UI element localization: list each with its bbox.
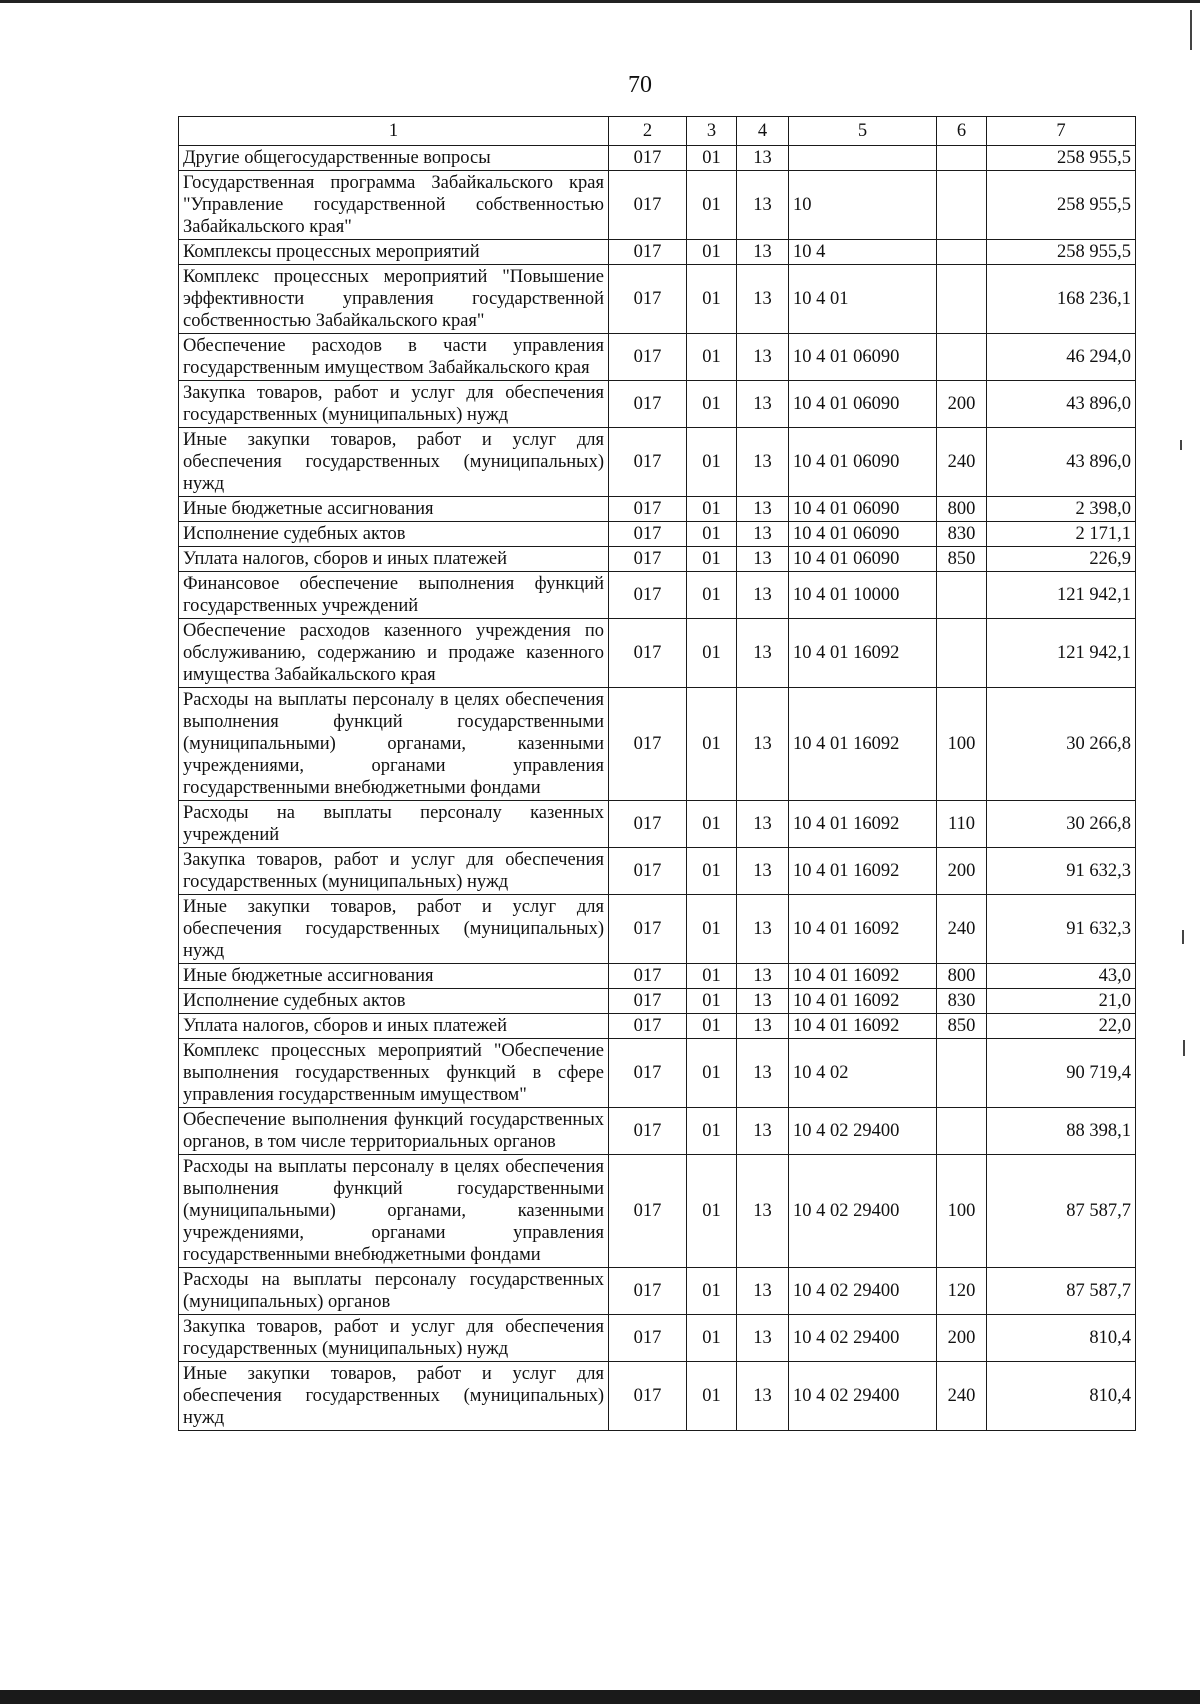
table-row [179,801,1136,848]
table-row [179,1362,1136,1431]
column-header: 2 [609,117,687,146]
cell-subsection: 13 [737,522,789,547]
cell-name: Исполнение судебных актов [179,522,609,547]
cell-section: 01 [687,265,737,334]
cell-ministry-code: 017 [609,619,687,688]
cell-amount: 226,9 [987,547,1136,572]
cell-target-article: 10 4 01 16092 [789,688,937,801]
cell-subsection: 13 [737,171,789,240]
cell-name: Комплексы процессных мероприятий [179,240,609,265]
cell-subsection: 13 [737,1362,789,1431]
cell-amount: 43 896,0 [987,428,1136,497]
cell-expense-type [937,1039,987,1108]
scan-bottom-edge [0,1690,1200,1704]
cell-name: Уплата налогов, сборов и иных платежей [179,1014,609,1039]
cell-target-article: 10 4 01 16092 [789,1014,937,1039]
column-header: 7 [987,117,1136,146]
cell-ministry-code: 017 [609,1039,687,1108]
cell-section: 01 [687,381,737,428]
cell-ministry-code: 017 [609,572,687,619]
cell-expense-type: 240 [937,895,987,964]
cell-ministry-code: 017 [609,801,687,848]
cell-amount: 121 942,1 [987,572,1136,619]
cell-amount: 87 587,7 [987,1268,1136,1315]
cell-expense-type: 240 [937,428,987,497]
cell-target-article: 10 4 02 29400 [789,1362,937,1431]
cell-target-article: 10 4 01 16092 [789,964,937,989]
cell-expense-type: 100 [937,1155,987,1268]
cell-ministry-code: 017 [609,381,687,428]
cell-amount: 810,4 [987,1315,1136,1362]
cell-expense-type [937,334,987,381]
cell-target-article: 10 4 02 29400 [789,1108,937,1155]
cell-amount: 21,0 [987,989,1136,1014]
cell-target-article: 10 4 02 29400 [789,1268,937,1315]
cell-expense-type: 240 [937,1362,987,1431]
cell-expense-type: 830 [937,989,987,1014]
cell-subsection: 13 [737,146,789,171]
table-row [179,1155,1136,1268]
cell-subsection: 13 [737,572,789,619]
cell-subsection: 13 [737,547,789,572]
cell-name: Иные бюджетные ассигнования [179,964,609,989]
cell-ministry-code: 017 [609,171,687,240]
table-row [179,547,1136,572]
top-border-line [0,0,1200,3]
cell-subsection: 13 [737,1039,789,1108]
cell-amount: 87 587,7 [987,1155,1136,1268]
column-header: 4 [737,117,789,146]
cell-name: Комплекс процессных мероприятий "Обеспечение выполнения государственных функций в сфере управления государственным имуществом" [179,1039,609,1108]
cell-subsection: 13 [737,989,789,1014]
cell-section: 01 [687,428,737,497]
cell-expense-type [937,146,987,171]
page-number: 70 [628,72,652,98]
cell-ministry-code: 017 [609,989,687,1014]
cell-name: Иные закупки товаров, работ и услуг для обеспечения государственных (муниципальных) нужд [179,895,609,964]
scan-edge-mark [1183,1040,1185,1056]
cell-ministry-code: 017 [609,547,687,572]
cell-name: Государственная программа Забайкальского края "Управление государственной собственностью Забайкальского края" [179,171,609,240]
cell-section: 01 [687,240,737,265]
cell-amount: 43,0 [987,964,1136,989]
cell-ministry-code: 017 [609,895,687,964]
cell-ministry-code: 017 [609,1155,687,1268]
cell-amount: 258 955,5 [987,240,1136,265]
cell-section: 01 [687,1108,737,1155]
cell-name: Уплата налогов, сборов и иных платежей [179,547,609,572]
cell-section: 01 [687,146,737,171]
cell-name: Комплекс процессных мероприятий "Повышение эффективности управления государственной собственностью Забайкальского края" [179,265,609,334]
cell-ministry-code: 017 [609,522,687,547]
cell-subsection: 13 [737,1268,789,1315]
table-row [179,895,1136,964]
table-row [179,688,1136,801]
cell-name: Закупка товаров, работ и услуг для обеспечения государственных (муниципальных) нужд [179,381,609,428]
cell-target-article: 10 4 01 10000 [789,572,937,619]
cell-ministry-code: 017 [609,428,687,497]
cell-name: Другие общегосударственные вопросы [179,146,609,171]
cell-target-article: 10 4 02 [789,1039,937,1108]
cell-amount: 88 398,1 [987,1108,1136,1155]
table-row [179,522,1136,547]
cell-target-article [789,146,937,171]
cell-target-article: 10 4 01 06090 [789,334,937,381]
cell-amount: 91 632,3 [987,895,1136,964]
cell-section: 01 [687,1014,737,1039]
cell-section: 01 [687,895,737,964]
cell-target-article: 10 4 01 16092 [789,989,937,1014]
cell-section: 01 [687,572,737,619]
table-row [179,428,1136,497]
column-header: 3 [687,117,737,146]
cell-subsection: 13 [737,1155,789,1268]
cell-expense-type: 830 [937,522,987,547]
cell-section: 01 [687,619,737,688]
cell-amount: 30 266,8 [987,801,1136,848]
cell-section: 01 [687,1362,737,1431]
cell-target-article: 10 4 01 06090 [789,522,937,547]
cell-expense-type: 800 [937,964,987,989]
cell-section: 01 [687,688,737,801]
cell-amount: 2 171,1 [987,522,1136,547]
cell-section: 01 [687,522,737,547]
cell-amount: 168 236,1 [987,265,1136,334]
cell-subsection: 13 [737,428,789,497]
cell-subsection: 13 [737,1108,789,1155]
cell-section: 01 [687,801,737,848]
table-row [179,1268,1136,1315]
cell-expense-type: 200 [937,381,987,428]
cell-amount: 43 896,0 [987,381,1136,428]
table-row [179,240,1136,265]
cell-target-article: 10 4 01 16092 [789,619,937,688]
cell-amount: 91 632,3 [987,848,1136,895]
cell-section: 01 [687,848,737,895]
cell-name: Финансовое обеспечение выполнения функций государственных учреждений [179,572,609,619]
cell-subsection: 13 [737,964,789,989]
table-body [179,146,1136,1431]
cell-section: 01 [687,171,737,240]
cell-ministry-code: 017 [609,146,687,171]
cell-target-article: 10 4 01 06090 [789,547,937,572]
header-row [179,117,1136,146]
cell-expense-type: 200 [937,848,987,895]
cell-subsection: 13 [737,895,789,964]
cell-name: Закупка товаров, работ и услуг для обеспечения государственных (муниципальных) нужд [179,1315,609,1362]
cell-section: 01 [687,497,737,522]
cell-ministry-code: 017 [609,497,687,522]
table-header [179,117,1136,146]
cell-target-article: 10 [789,171,937,240]
budget-table [178,116,1136,1431]
cell-subsection: 13 [737,334,789,381]
cell-section: 01 [687,334,737,381]
cell-expense-type: 850 [937,1014,987,1039]
table-row [179,497,1136,522]
cell-ministry-code: 017 [609,848,687,895]
cell-ministry-code: 017 [609,1362,687,1431]
scan-edge-mark [1182,930,1184,944]
cell-amount: 30 266,8 [987,688,1136,801]
cell-ministry-code: 017 [609,240,687,265]
cell-target-article: 10 4 01 06090 [789,428,937,497]
cell-name: Расходы на выплаты персоналу казенных учреждений [179,801,609,848]
cell-section: 01 [687,989,737,1014]
cell-expense-type [937,171,987,240]
table-row [179,1039,1136,1108]
table-row [179,1315,1136,1362]
cell-subsection: 13 [737,688,789,801]
table-row [179,334,1136,381]
table-row [179,1014,1136,1039]
cell-target-article: 10 4 01 16092 [789,895,937,964]
cell-target-article: 10 4 [789,240,937,265]
table-row [179,572,1136,619]
cell-ministry-code: 017 [609,334,687,381]
cell-amount: 90 719,4 [987,1039,1136,1108]
cell-expense-type: 850 [937,547,987,572]
cell-name: Иные закупки товаров, работ и услуг для обеспечения государственных (муниципальных) нужд [179,428,609,497]
cell-ministry-code: 017 [609,265,687,334]
cell-ministry-code: 017 [609,1014,687,1039]
cell-ministry-code: 017 [609,1108,687,1155]
table-row [179,619,1136,688]
cell-expense-type [937,572,987,619]
cell-amount: 121 942,1 [987,619,1136,688]
cell-target-article: 10 4 01 [789,265,937,334]
cell-target-article: 10 4 02 29400 [789,1155,937,1268]
cell-subsection: 13 [737,619,789,688]
cell-expense-type: 110 [937,801,987,848]
cell-section: 01 [687,1268,737,1315]
cell-section: 01 [687,1155,737,1268]
cell-expense-type: 120 [937,1268,987,1315]
cell-section: 01 [687,1039,737,1108]
cell-name: Расходы на выплаты персоналу государственных (муниципальных) органов [179,1268,609,1315]
cell-name: Иные закупки товаров, работ и услуг для обеспечения государственных (муниципальных) нужд [179,1362,609,1431]
cell-name: Обеспечение расходов казенного учреждения по обслуживанию, содержанию и продаже казенного имущества Забайкальского края [179,619,609,688]
cell-amount: 258 955,5 [987,146,1136,171]
cell-expense-type [937,240,987,265]
cell-target-article: 10 4 01 06090 [789,381,937,428]
cell-subsection: 13 [737,265,789,334]
scan-edge-mark [1190,10,1192,50]
table-row [179,171,1136,240]
cell-subsection: 13 [737,1014,789,1039]
cell-name: Расходы на выплаты персоналу в целях обеспечения выполнения функций государственными (муниципальными) органами, казенными учреждениями, органами управления государственными внебюджетными фондами [179,688,609,801]
cell-ministry-code: 017 [609,1315,687,1362]
table-row [179,964,1136,989]
cell-name: Иные бюджетные ассигнования [179,497,609,522]
table-row [179,848,1136,895]
cell-name: Обеспечение выполнения функций государственных органов, в том числе территориальных органов [179,1108,609,1155]
cell-expense-type: 800 [937,497,987,522]
cell-subsection: 13 [737,848,789,895]
column-header: 5 [789,117,937,146]
table-row [179,146,1136,171]
cell-amount: 46 294,0 [987,334,1136,381]
cell-subsection: 13 [737,240,789,265]
cell-expense-type [937,619,987,688]
cell-subsection: 13 [737,801,789,848]
cell-name: Расходы на выплаты персоналу в целях обеспечения выполнения функций государственными (муниципальными) органами, казенными учреждениями, органами управления государственными внебюджетными фондами [179,1155,609,1268]
column-header: 1 [179,117,609,146]
cell-amount: 810,4 [987,1362,1136,1431]
cell-subsection: 13 [737,381,789,428]
scan-edge-mark [1180,440,1182,450]
cell-amount: 22,0 [987,1014,1136,1039]
cell-ministry-code: 017 [609,1268,687,1315]
cell-expense-type: 100 [937,688,987,801]
cell-target-article: 10 4 01 16092 [789,848,937,895]
cell-amount: 2 398,0 [987,497,1136,522]
cell-name: Обеспечение расходов в части управления государственным имуществом Забайкальского края [179,334,609,381]
table-row [179,381,1136,428]
cell-subsection: 13 [737,1315,789,1362]
cell-name: Исполнение судебных актов [179,989,609,1014]
cell-expense-type [937,1108,987,1155]
column-header: 6 [937,117,987,146]
cell-target-article: 10 4 01 06090 [789,497,937,522]
cell-section: 01 [687,964,737,989]
cell-section: 01 [687,1315,737,1362]
cell-section: 01 [687,547,737,572]
table-row [179,1108,1136,1155]
cell-expense-type: 200 [937,1315,987,1362]
cell-amount: 258 955,5 [987,171,1136,240]
cell-target-article: 10 4 01 16092 [789,801,937,848]
cell-expense-type [937,265,987,334]
cell-target-article: 10 4 02 29400 [789,1315,937,1362]
cell-name: Закупка товаров, работ и услуг для обеспечения государственных (муниципальных) нужд [179,848,609,895]
table-row [179,265,1136,334]
cell-ministry-code: 017 [609,688,687,801]
table-row [179,989,1136,1014]
cell-subsection: 13 [737,497,789,522]
cell-ministry-code: 017 [609,964,687,989]
